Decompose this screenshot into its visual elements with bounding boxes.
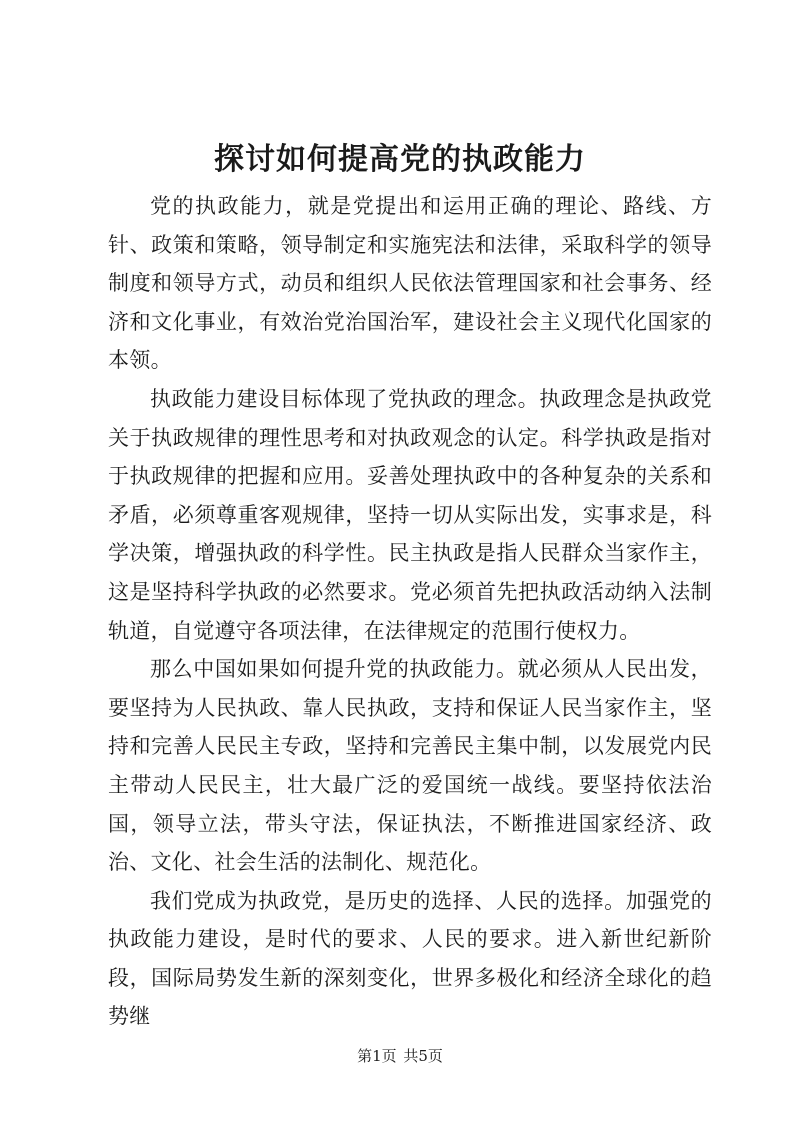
page-total: 共5页 xyxy=(403,1047,443,1065)
paragraph-4: 我们党成为执政党，是历史的选择、人民的选择。加强党的执政能力建设，是时代的要求、人民的要求。进入新世纪新阶段，国际局势发生新的深刻变化，世界多极化和经济全球化的趋势继 xyxy=(108,888,712,1029)
paragraph-2: 执政能力建设目标体现了党执政的理念。执政理念是执政党关于执政规律的理性思考和对执政观念的认定。科学执政是指对于执政规律的把握和应用。妥善处理执政中的各种复杂的关系和矛盾，必须尊重客观规律，坚持一切从实际出发，实事求是，科学决策，增强执政的科学性。民主执政是指人民群众当家作主，这是坚持科学执政的必然要求。党必须首先把执政活动纳入法制轨道，自觉遵守各项法律，在法律规定的范围行使权力。 xyxy=(108,386,712,643)
page-number: 第1页 xyxy=(357,1047,397,1065)
paragraph-1: 党的执政能力，就是党提出和运用正确的理论、路线、方针、政策和策略，领导制定和实施宪法和法律，采取科学的领导制度和领导方式，动员和组织人民依法管理国家和社会事务、经济和文化事业，有效治党治国治军，建设社会主义现代化国家的本领。 xyxy=(108,194,712,373)
paragraph-3: 那么中国如果如何提升党的执政能力。就必须从人民出发，要坚持为人民执政、靠人民执政，支持和保证人民当家作主，坚持和完善人民民主专政，坚持和完善民主集中制，以发展党内民主带动人民民主，壮大最广泛的爱国统一战线。要坚持依法治国，领导立法，带头守法，保证执法，不断推进国家经济、政治、文化、社会生活的法制化、规范化。 xyxy=(108,657,712,875)
document-body xyxy=(108,187,712,1036)
document-title: 探讨如何提高党的执政能力 xyxy=(214,142,586,177)
page-footer xyxy=(0,1046,800,1066)
